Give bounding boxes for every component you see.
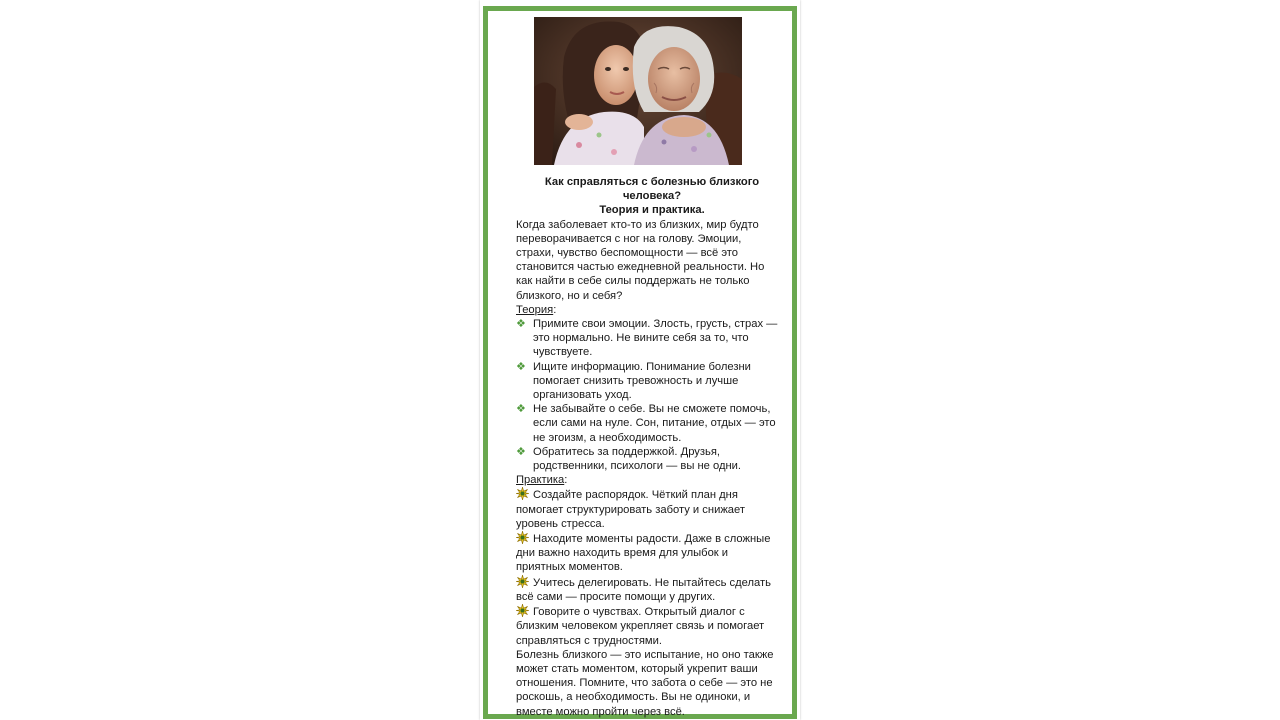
practice-item-text: Создайте распорядок. Чёткий план дня помогает структурировать заботу и снижает уровень стресса. — [516, 489, 745, 530]
intro-paragraph: Когда заболевает кто-то из близких, мир будто переворачивается с ног на голову. Эмоции, страхи, чувство беспомощности — всё это становится частью ежедневной реальности. Но как найти в себе силы поддержать не только близкого, но и себя? — [516, 218, 765, 302]
document-body — [516, 175, 778, 719]
theory-heading: Теория: — [516, 303, 557, 316]
theory-heading-text: Теория — [516, 303, 554, 316]
diamond-bullet-icon: ❖ — [516, 445, 526, 458]
practice-heading: Практика: — [516, 474, 568, 487]
conclusion-paragraph: Болезнь близкого — это испытание, но оно также может стать моментом, который укрепит ваши отношения. Помните, что забота о себе — это не роскошь, а необходимость. Вы не одиноки, и вместе можно пройти через всё. — [516, 648, 774, 718]
practice-item — [516, 575, 778, 604]
title-line-1: Как справляться с болезнью близкого человека? — [544, 176, 760, 203]
theory-item — [516, 445, 778, 473]
flower-icon — [516, 487, 529, 500]
flower-icon — [516, 575, 529, 588]
diamond-bullet-icon: ❖ — [516, 360, 526, 373]
photo-grandmother-granddaughter — [534, 17, 742, 165]
practice-item — [516, 487, 778, 531]
theory-item-text: Ищите информацию. Понимание болезни помогает снизить тревожность и лучше организовать уход. — [533, 360, 751, 402]
flower-icon — [516, 604, 529, 617]
practice-item — [516, 604, 778, 648]
diamond-bullet-icon: ❖ — [516, 403, 526, 416]
practice-item — [516, 531, 778, 575]
theory-item — [516, 317, 778, 360]
practice-item-text: Говорите о чувствах. Открытый диалог с близким человеком укрепляет связь и помогает справляться с трудностями. — [516, 606, 765, 647]
diamond-bullet-icon: ❖ — [516, 318, 526, 331]
practice-heading-text: Практика — [516, 474, 565, 487]
practice-item-text: Учитесь делегировать. Не пытайтесь сделать всё сами — просите помощи у других. — [516, 576, 771, 603]
theory-item-text: Примите свои эмоции. Злость, грусть, страх — это нормально. Не вините себя за то, что чувствуете. — [533, 318, 778, 359]
theory-item — [516, 402, 778, 445]
theory-list — [516, 317, 778, 473]
title-line-2: Теория и практика. — [599, 204, 705, 217]
theory-item-text: Обратитесь за поддержкой. Друзья, родственники, психологи — вы не одни. — [533, 445, 742, 473]
practice-item-text: Находите моменты радости. Даже в сложные дни важно находить время для улыбок и приятных моментов. — [516, 533, 771, 574]
flower-icon — [516, 531, 529, 544]
theory-item-text: Не забывайте о себе. Вы не сможете помочь, если сами на нуле. Сон, питание, отдых — это не эгоизм, а необходимость. — [533, 403, 776, 444]
theory-item — [516, 360, 778, 403]
